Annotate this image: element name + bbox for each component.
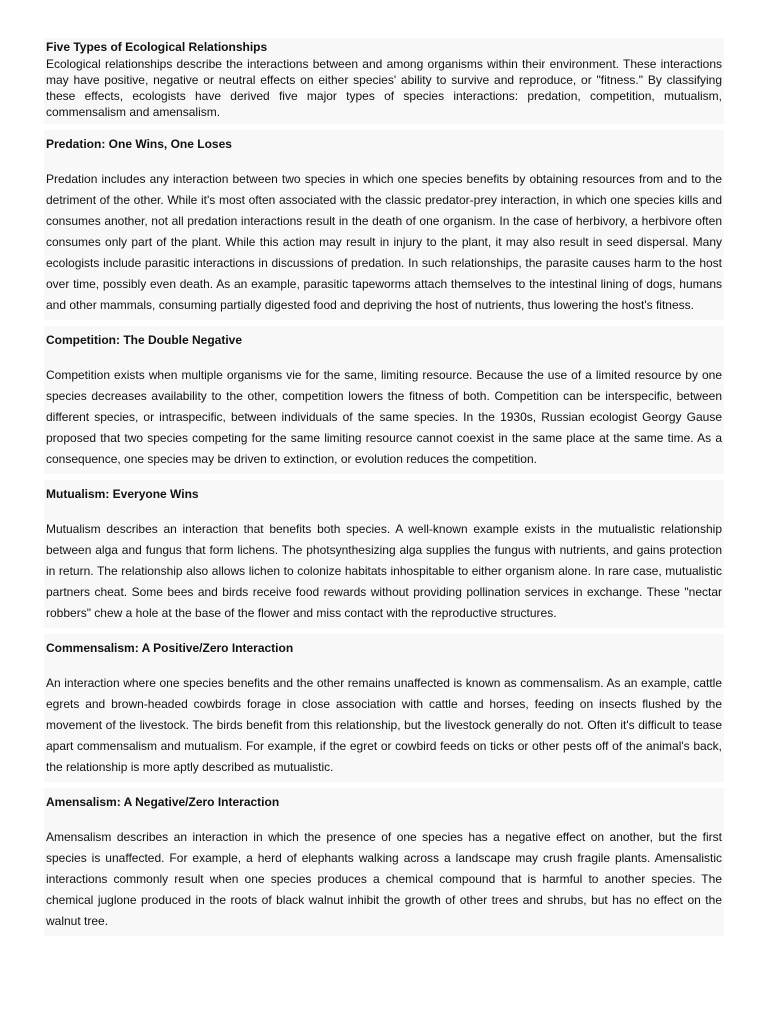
section-predation	[44, 130, 724, 320]
section-paragraph: Competition exists when multiple organisms vie for the same, limiting resource. Because the use of a limited resource by one species decreases availability to the other, competition lowers the fitness of both. Competition can be interspecific, between different species, or intraspecific, between individuals of the same species. In the 1930s, Russian ecologist Georgy Gause proposed that two species competing for the same limiting resource cannot coexist in the same place at the same time. As a consequence, one species may be driven to extinction, or evolution reduces the competition.	[46, 368, 722, 466]
section-competition	[44, 326, 724, 474]
section-amensalism	[44, 788, 724, 936]
intro-block	[44, 38, 724, 124]
section-heading: Mutualism: Everyone Wins	[46, 487, 199, 501]
section-mutualism	[44, 480, 724, 628]
section-heading: Competition: The Double Negative	[46, 333, 243, 347]
section-paragraph: Amensalism describes an interaction in which the presence of one species has a negative effect on another, but the first species is unaffected. For example, a herd of elephants walking across a landscape may crush fragile plants. Amensalistic interactions commonly result when one species produces a chemical compound that is harmful to another species. The chemical juglone produced in the roots of black walnut inhibit the growth of other trees and shrubs, but has no effect on the walnut tree.	[46, 830, 722, 928]
section-heading: Predation: One Wins, One Loses	[46, 137, 232, 151]
section-paragraph: An interaction where one species benefits and the other remains unaffected is known as commensalism. As an example, cattle egrets and brown-headed cowbirds forage in close association with cattle and horses, feeding on insects flushed by the movement of the livestock. The birds benefit from this relationship, but the livestock generally do not. Often it's difficult to tease apart commensalism and mutualism. For example, if the egret or cowbird feeds on ticks or other pests off of the animal's back, the relationship is more aptly described as mutualistic.	[46, 676, 722, 774]
section-commensalism	[44, 634, 724, 782]
section-paragraph: Predation includes any interaction between two species in which one species benefits by obtaining resources from and to the detriment of the other. While it's most often associated with the classic predator-prey interaction, in which one species kills and consumes another, not all predation interactions result in the death of one organism. In the case of herbivory, a herbivore often consumes only part of the plant. While this action may result in injury to the plant, it may also result in seed dispersal. Many ecologists include parasitic interactions in discussions of predation. In such relationships, the parasite causes harm to the host over time, possibly even death. As an example, parasitic tapeworms attach themselves to the intestinal lining of dogs, humans and other mammals, consuming partially digested food and depriving the host of nutrients, thus lowering the host's fitness.	[46, 172, 722, 312]
intro-paragraph: Ecological relationships describe the interactions between and among organisms within their environment. These interactions may have positive, negative or neutral effects on either species' ability to survive and reproduce, or "fitness." By classifying these effects, ecologists have derived five major types of species interactions: predation, competition, mutualism, commensalism and amensalism.	[46, 57, 722, 119]
article	[44, 38, 724, 942]
section-heading: Amensalism: A Negative/Zero Interaction	[46, 795, 280, 809]
document-title: Five Types of Ecological Relationships	[46, 40, 268, 54]
section-heading: Commensalism: A Positive/Zero Interaction	[46, 641, 294, 655]
section-paragraph: Mutualism describes an interaction that benefits both species. A well-known example exists in the mutualistic relationship between alga and fungus that form lichens. The photsynthesizing alga supplies the fungus with nutrients, and gains protection in return. The relationship also allows lichen to colonize habitats inhospitable to either organism alone. In rare case, mutualistic partners cheat. Some bees and birds receive food rewards without providing pollination services in exchange. These "nectar robbers" chew a hole at the base of the flower and miss contact with the reproductive structures.	[46, 522, 722, 620]
